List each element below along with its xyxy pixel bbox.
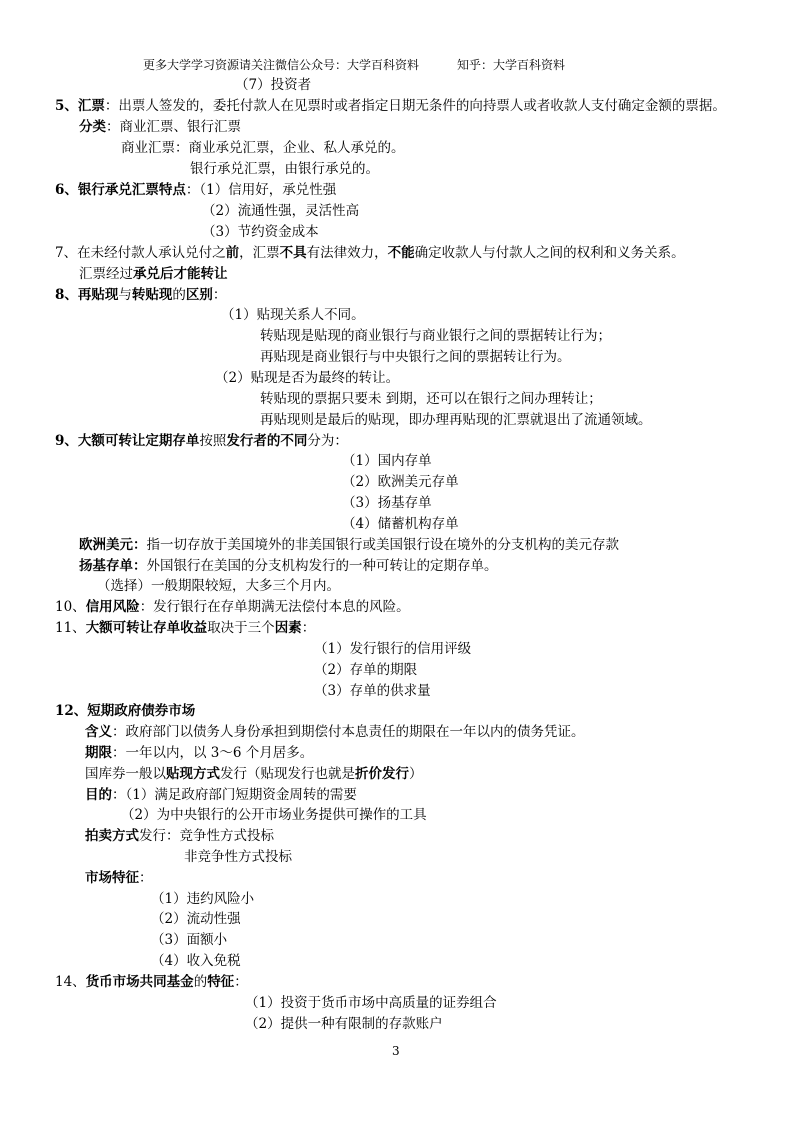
paragraph-line: 非竞争性方式投标 bbox=[184, 849, 292, 865]
list-item: （3）扬基存单 bbox=[342, 495, 432, 511]
paragraph-line: （选择）一般期限较短，大多三个月内。 bbox=[97, 578, 340, 594]
paragraph-line: 汇票经过承兑后才能转让 bbox=[79, 266, 228, 282]
section-10: 10、信用风险：发行银行在存单期满无法偿付本息的风险。 bbox=[55, 599, 410, 615]
paragraph-line: 再贴现是商业银行与中央银行之间的票据转让行为。 bbox=[260, 349, 571, 365]
page-number: 3 bbox=[392, 1044, 400, 1058]
section-11: 11、大额可转让存单收益取决于三个因素： bbox=[55, 620, 316, 636]
paragraph-line: 含义：政府部门以债务人身份承担到期偿付本息责任的期限在一年以内的债务凭证。 bbox=[85, 724, 585, 740]
list-item: （1）贴现关系人不同。 bbox=[221, 307, 365, 323]
paragraph-line: 扬基存单：外国银行在美国的分支机构发行的一种可转让的定期存单。 bbox=[79, 558, 498, 574]
paragraph-line: 商业汇票：商业承兑汇票，企业、私人承兑的。 bbox=[121, 140, 405, 156]
paragraph-line: 期限：一年以内，以 3～6 个月居多。 bbox=[85, 745, 314, 761]
section-6: 6、银行承兑汇票特点：（1）信用好，承兑性强 bbox=[55, 182, 337, 198]
list-item: （2）流通性强，灵活性高 bbox=[202, 203, 360, 219]
paragraph-line: 目的：（1）满足政府部门短期资金周转的需要 bbox=[85, 787, 357, 803]
list-item: （1）违约风险小 bbox=[151, 891, 255, 907]
list-item: （3）节约资金成本 bbox=[202, 224, 319, 240]
list-item: （3）存单的供求量 bbox=[314, 683, 431, 699]
list-item: （4）储蓄机构存单 bbox=[342, 516, 459, 532]
section-14: 14、货币市场共同基金的特征： bbox=[55, 974, 248, 990]
list-item: （1）国内存单 bbox=[342, 453, 432, 469]
paragraph-line: 拍卖方式发行：竞争性方式投标 bbox=[85, 828, 274, 844]
section-8: 8、再贴现与转贴现的区别： bbox=[55, 287, 227, 303]
section-7: 7、在未经付款人承认兑付之前，汇票不具有法律效力，不能确定收款人与付款人之间的权利和义务关系。 bbox=[55, 245, 685, 261]
paragraph-line: 分类：商业汇票、银行汇票 bbox=[79, 119, 241, 135]
paragraph-line: 欧洲美元：指一切存放于美国境外的非美国银行或美国银行设在境外的分支机构的美元存款 bbox=[79, 537, 619, 553]
list-item: （7）投资者 bbox=[235, 77, 312, 93]
header-right: 知乎：大学百科资料 bbox=[457, 58, 566, 72]
paragraph-line: 银行承兑汇票，由银行承兑的。 bbox=[190, 161, 379, 177]
list-item: （2）流动性强 bbox=[151, 911, 241, 927]
section-5: 5、汇票：出票人签发的，委托付款人在见票时或者指定日期无条件的向持票人或者收款人支付确定金额的票据。 bbox=[55, 98, 726, 114]
header-left: 更多大学学习资源请关注微信公众号：大学百科资料 bbox=[143, 58, 420, 72]
list-item: （2）欧洲美元存单 bbox=[342, 474, 459, 490]
paragraph-line: 再贴现则是最后的贴现，即办理再贴现的汇票就退出了流通领域。 bbox=[260, 412, 652, 428]
page-header bbox=[143, 56, 565, 74]
paragraph-line: 转贴现是贴现的商业银行与商业银行之间的票据转让行为； bbox=[260, 328, 611, 344]
list-item: （4）收入免税 bbox=[151, 953, 241, 969]
list-item: （2）存单的期限 bbox=[314, 662, 418, 678]
section-12: 12、短期政府债券市场 bbox=[55, 703, 196, 719]
list-item: （2）贴现是否为最终的转让。 bbox=[215, 370, 400, 386]
list-item: （1）投资于货币市场中高质量的证券组合 bbox=[245, 995, 497, 1011]
paragraph-line: 国库券一般以贴现方式发行（贴现发行也就是折价发行） bbox=[85, 766, 423, 782]
list-item: （1）发行银行的信用评级 bbox=[314, 641, 472, 657]
list-item: （3）面额小 bbox=[151, 932, 228, 948]
list-item: （2）为中央银行的公开市场业务提供可操作的工具 bbox=[121, 807, 427, 823]
paragraph-line: 市场特征： bbox=[85, 870, 153, 886]
list-item: （2）提供一种有限制的存款账户 bbox=[245, 1016, 443, 1032]
paragraph-line: 转贴现的票据只要未 到期，还可以在银行之间办理转让； bbox=[260, 391, 602, 407]
section-9: 9、大额可转让定期存单按照发行者的不同分为： bbox=[55, 433, 348, 449]
